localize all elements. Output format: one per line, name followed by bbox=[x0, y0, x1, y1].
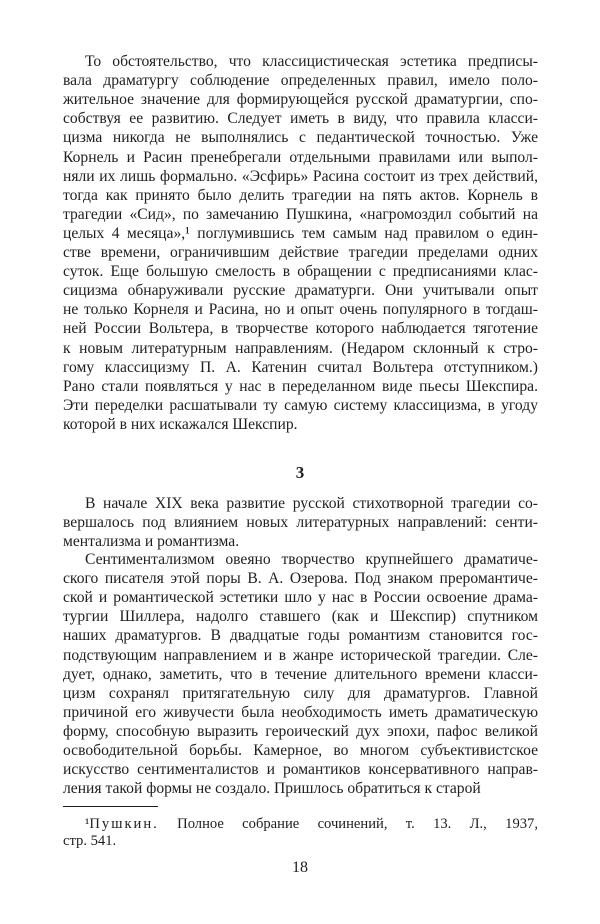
text-line: причиной его живучести была необходимость иметь драматическую bbox=[63, 703, 538, 721]
text-line: цизма никогда не выполнялись с педантической точностью. Уже bbox=[63, 129, 538, 147]
text-line: не только Корнеля и Расина, но и опыт очень популярного в тогдаш- bbox=[63, 301, 538, 319]
footnote-author: Пушкин. bbox=[89, 816, 159, 832]
footnote-marker: ¹ bbox=[85, 816, 90, 832]
text-line: жительное значение для формирующейся русской драматургии, спо- bbox=[63, 91, 538, 109]
text-line: стве времени, ограничившим действие трагедии пределами одних bbox=[63, 244, 538, 261]
footnote-divider bbox=[63, 806, 158, 807]
text-line: к новым литературным направлениям. (Недаром склонный к стро- bbox=[63, 339, 538, 357]
text-line: целых 4 месяца»,¹ поглумившись тем самым над правилом о един- bbox=[63, 224, 538, 242]
text-line: Эти переделки расшатывали ту самую систему классицизма, в угоду bbox=[63, 396, 538, 414]
text-line: цизм сохранял притягательную силу для драматургов. Главной bbox=[63, 684, 538, 702]
text-line: ней России Вольтера, в творчестве которого наблюдается тяготение bbox=[63, 320, 538, 338]
text-line: сицизма обнаруживали русские драматурги. Они учитывали опыт bbox=[63, 282, 538, 300]
text-line: трагедии «Сид», по замечанию Пушкина, «нагромоздил событий на bbox=[63, 205, 538, 223]
footnote-line-1 bbox=[85, 815, 538, 833]
page-number: 18 bbox=[292, 859, 308, 876]
text-line: наших драматургов. В двадцатые годы романтизм становится гос- bbox=[63, 627, 538, 645]
text-line: вала драматургу соблюдение определенных правил, имело поло- bbox=[63, 72, 538, 90]
text-line: Корнель и Расин пренебрегали отдельными правилами или выпол- bbox=[63, 148, 538, 166]
text-line: вершалось под влиянием новых литературных направлений: сенти- bbox=[63, 514, 538, 532]
text-line: дует, однако, заметить, что в течение длительного времени класси- bbox=[63, 665, 538, 683]
text-line: которой в них искажался Шекспир. bbox=[63, 415, 298, 433]
text-line: Рано стали появляться у нас в переделанном виде пьесы Шекспира. bbox=[63, 377, 538, 395]
text-line: То обстоятельство, что классицистическая эстетика предписы- bbox=[85, 53, 538, 70]
text-line: ментализма и романтизма. bbox=[63, 533, 240, 551]
text-line: суток. Еще большую смелость в обращении с предписаниями клас- bbox=[63, 263, 538, 281]
text-line: тургии Шиллера, надолго ставшего (как и Шекспир) спутником bbox=[63, 608, 538, 626]
text-line: Сентиментализмом овеяно творчество крупнейшего драматиче- bbox=[85, 551, 538, 568]
text-line: тогда как принято было делить трагедии на пять актов. Корнель в bbox=[63, 186, 538, 204]
text-line: освободительной борьбы. Камерное, во многом субъективистское bbox=[63, 742, 538, 759]
text-line: собствуя ее развитию. Следует иметь в виду, что правила класси- bbox=[63, 110, 538, 128]
text-line: няли их лишь формально. «Эсфирь» Расина состоит из трех действий, bbox=[63, 167, 538, 185]
text-line: ского писателя этой поры В. А. Озерова. Под знаком преромантиче- bbox=[63, 570, 538, 588]
footnote-text-1: Полное собрание сочинений, т. 13. Л., 1937, bbox=[158, 816, 538, 832]
footnote-line-2: стр. 541. bbox=[63, 833, 117, 849]
text-line: ской и романтической эстетики шло у нас в России освоение драма- bbox=[63, 589, 538, 607]
text-line: гому классицизму П. А. Катенин считал Вольтера отступником.) bbox=[63, 358, 538, 376]
text-line: искусство сентименталистов и романтиков консервативного направ- bbox=[63, 761, 538, 779]
text-line: форму, способную выразить героический дух эпохи, пафос великой bbox=[63, 722, 538, 740]
text-line: В начале XIX века развитие русской стихотворной трагедии со- bbox=[85, 495, 538, 512]
text-line: ления такой формы не создало. Пришлось обратиться к старой bbox=[63, 780, 481, 798]
section-number: 3 bbox=[295, 463, 305, 482]
text-line: подствующим направлением и в жанре исторической трагедии. Сле- bbox=[63, 646, 538, 664]
